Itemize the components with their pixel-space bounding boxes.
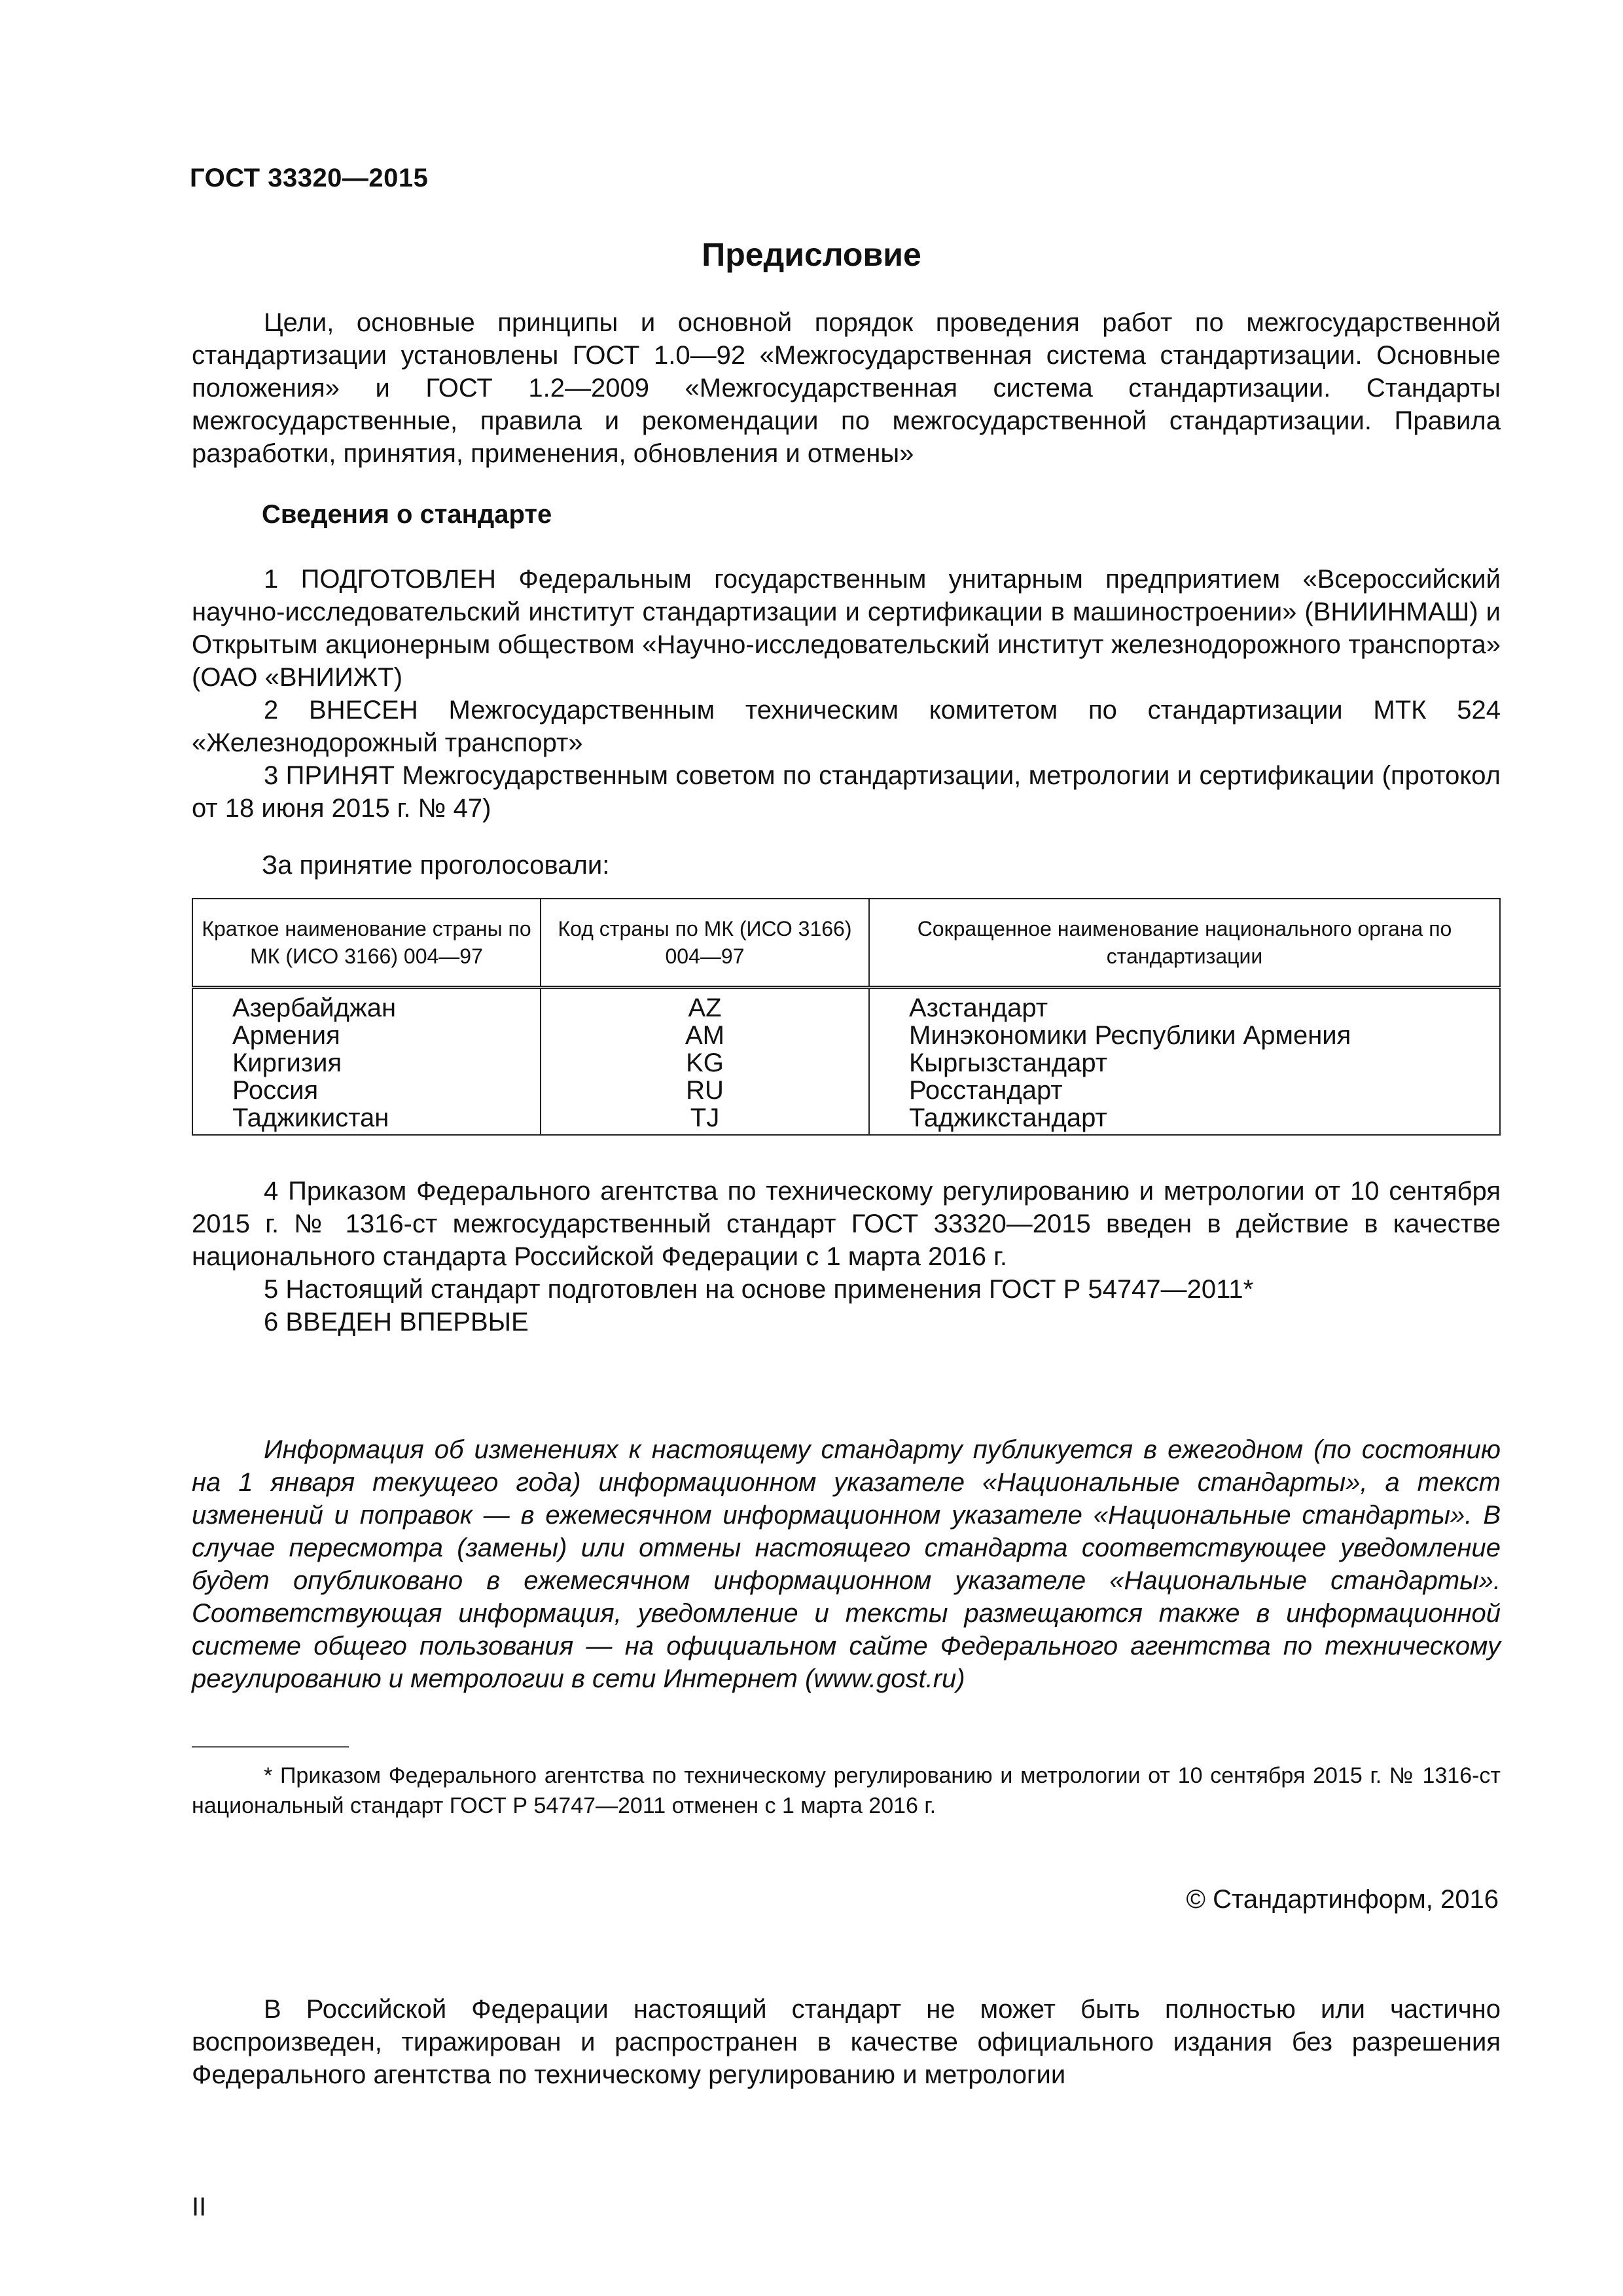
table-row (192, 1077, 1500, 1104)
cell-code: AM (541, 1022, 869, 1049)
cell-body: Кыргызстандарт (869, 1049, 1500, 1077)
cell-body: Минэкономики Республики Армения (869, 1022, 1500, 1049)
vote-intro: За принятие проголосовали: (262, 851, 610, 880)
standard-code: ГОСТ 33320—2015 (190, 164, 429, 192)
table-row (192, 1104, 1500, 1135)
item-first-introduced: 6 ВВЕДЕН ВПЕРВЫЕ (264, 1308, 529, 1336)
item-prepared: 1 ПОДГОТОВЛЕН Федеральным государственным унитарным предприятием «Всероссийский научно-исследовательский институт стандартизации и сертификации в машиностроении» (ВНИИНМАШ) и Открытым акционерным обществом «Научно-исследовательский институт железнодорожного транспорта» (ОАО «ВНИИЖТ) (192, 565, 1501, 692)
copyright: © Стандартинформ, 2016 (1186, 1885, 1499, 1914)
table-row (192, 1049, 1500, 1077)
item-basis: 5 Настоящий стандарт подготовлен на основе применения ГОСТ Р 54747—2011* (264, 1275, 1254, 1304)
cell-code: AZ (541, 988, 869, 1022)
header-country: Краткое наименование страны по МК (ИСО 3166) 004—97 (192, 899, 541, 988)
cell-code: TJ (541, 1104, 869, 1135)
preface-paragraph: Цели, основные принципы и основной порядок проведения работ по межгосударственной стандартизации установлены ГОСТ 1.0—92 «Межгосударственная система стандартизации. Основные положения» и ГОСТ 1.2—2009 «Межгосударственная система стандартизации. Стандарты межгосударственные, правила и рекомендации по межгосударственной стандартизации. Правила разработки, принятия, применения, обновления и отмены» (192, 308, 1501, 468)
cell-country: Армения (192, 1022, 541, 1049)
item-order: 4 Приказом Федерального агентства по техническому регулированию и метрологии от 10 сентября 2015 г. № 1316-ст межгосударственный стандарт ГОСТ 33320—2015 введен в действие в качестве национального стандарта Российской Федерации с 1 марта 2016 г. (192, 1177, 1501, 1271)
votes-table (192, 898, 1501, 1136)
header-code: Код страны по МК (ИСО 3166) 004—97 (541, 899, 869, 988)
page-title: Предисловие (702, 236, 921, 273)
cell-code: KG (541, 1049, 869, 1077)
item-adopted: 3 ПРИНЯТ Межгосударственным советом по стандартизации, метрологии и сертификации (протокол от 18 июня 2015 г. № 47) (192, 761, 1501, 823)
header-body: Сокращенное наименование национального органа по стандартизации (869, 899, 1500, 988)
page-number: II (192, 2193, 207, 2221)
cell-body: Росстандарт (869, 1077, 1500, 1104)
item-introduced: 2 ВНЕСЕН Межгосударственным техническим комитетом по стандартизации МТК 524 «Железнодорожный транспорт» (192, 696, 1501, 757)
cell-country: Киргизия (192, 1049, 541, 1077)
table-row (192, 1022, 1500, 1049)
table-row (192, 988, 1500, 1022)
cell-body: Азстандарт (869, 988, 1500, 1022)
section-heading: Сведения о стандарте (262, 500, 552, 529)
table-header-row (192, 899, 1500, 988)
cell-body: Таджикстандарт (869, 1104, 1500, 1135)
cell-country: Россия (192, 1077, 541, 1104)
cell-code: RU (541, 1077, 869, 1104)
cell-country: Азербайджан (192, 988, 541, 1022)
info-notice: Информация об изменениях к настоящему стандарту публикуется в ежегодном (по состоянию на 1 января текущего года) информационном указателе «Национальные стандарты», а текст изменений и поправок — в ежемесячном информационном указателе «Национальные стандарты». В случае пересмотра (замены) или отмены настоящего стандарта соответствующее уведомление будет опубликовано в ежемесячном информационном указателе «Национальные стандарты». Соответствующая информация, уведомление и тексты размещаются также в информационной системе общего пользования — на официальном сайте Федерального агентства по техническому регулированию и метрологии в сети Интернет (www.gost.ru) (192, 1435, 1501, 1693)
footnote-divider (192, 1746, 349, 1748)
reproduction-notice: В Российской Федерации настоящий стандарт не может быть полностью или частично воспроизведен, тиражирован и распространен в качестве официального издания без разрешения Федерального агентства по техническому регулированию и метрологии (192, 1995, 1501, 2089)
footnote: * Приказом Федерального агентства по техническому регулированию и метрологии от 10 сентября 2015 г. № 1316-ст национальный стандарт ГОСТ Р 54747—2011 отменен с 1 марта 2016 г. (192, 1763, 1501, 1818)
cell-country: Таджикистан (192, 1104, 541, 1135)
